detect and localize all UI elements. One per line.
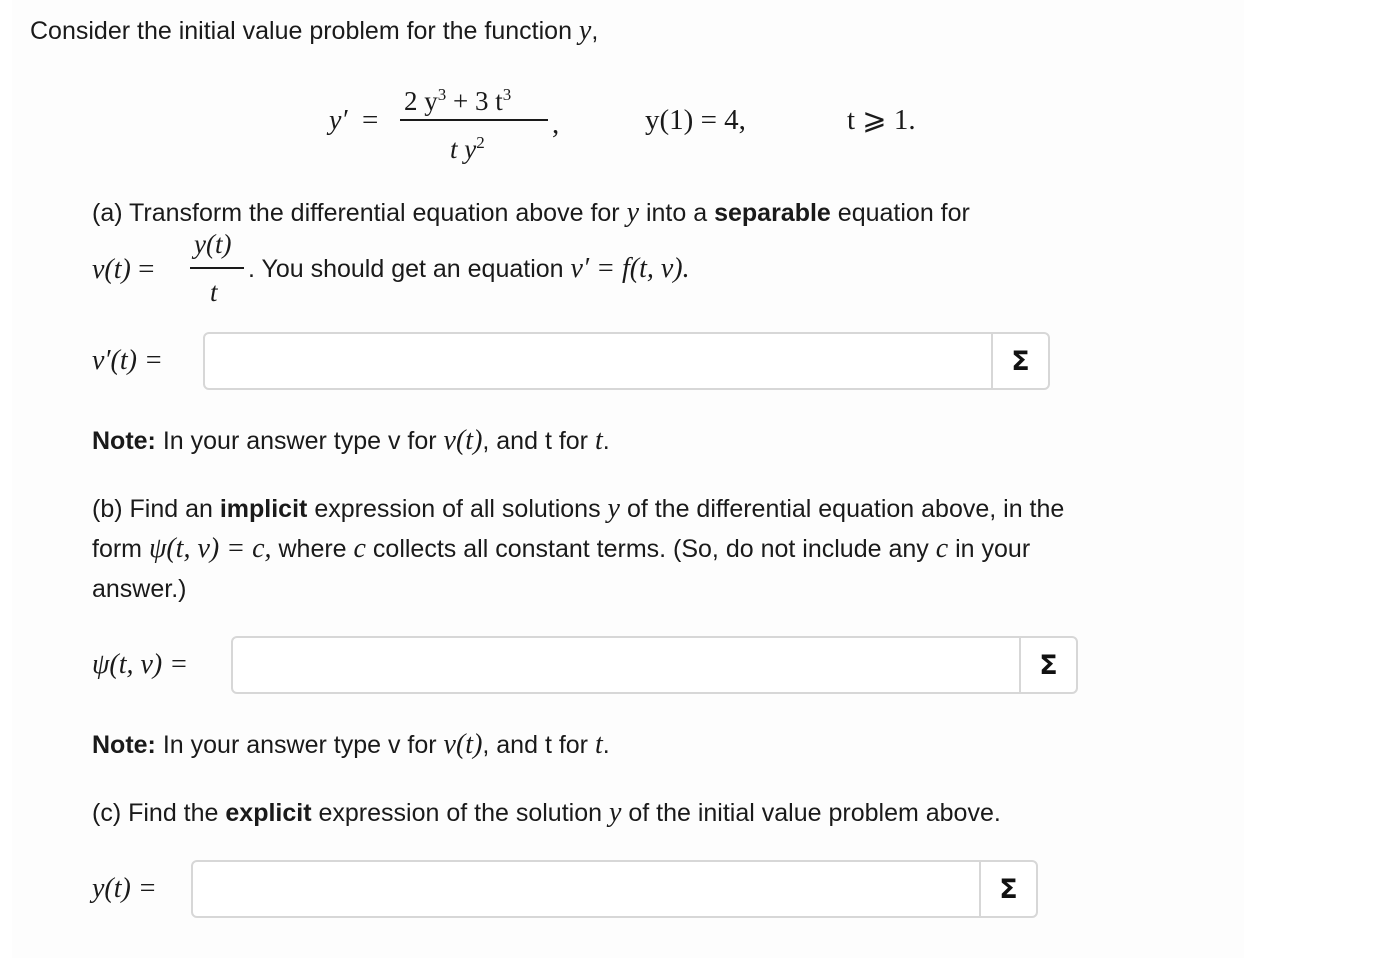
part-b-instructions-line3: answer.) (92, 575, 187, 603)
part-a-line2: . You should get an equation v′ = f(t, v). (248, 253, 690, 284)
part-c-answer-label: y(t) = (92, 873, 157, 904)
part-b-instructions-line2: form ψ(t, v) = c, where c collects all constant terms. (So, do not include any c in your (92, 533, 1031, 564)
part-c-instructions: (c) Find the explicit expression of the solution y of the initial value problem above. (92, 797, 1001, 828)
part-b-answer-group (231, 636, 1078, 694)
part-c-answer-input[interactable] (191, 860, 981, 918)
v-definition-fraction-bar (190, 267, 244, 269)
ode-equals: = (362, 104, 379, 136)
part-a-answer-group (203, 332, 1050, 390)
sigma-icon: Σ (1011, 345, 1030, 377)
part-c-answer-group (191, 860, 1038, 918)
v-definition-denominator: t (210, 277, 218, 307)
part-a-answer-input[interactable] (203, 332, 993, 390)
part-a-equation-editor-button[interactable] (992, 332, 1050, 390)
part-c-equation-editor-button[interactable] (980, 860, 1038, 918)
sigma-icon: Σ (999, 873, 1018, 905)
initial-condition: y(1) = 4, (645, 104, 746, 136)
v-definition-numerator: y(t) (194, 229, 232, 259)
part-b-answer-label: ψ(t, v) = (92, 649, 189, 680)
part-b-instructions-line1: (b) Find an implicit expression of all solutions y of the differential equation above, in the (92, 493, 1065, 524)
sigma-icon: Σ (1039, 649, 1058, 681)
part-b-note: Note: In your answer type v for v(t), and t for t. (92, 729, 610, 760)
part-a-answer-label: v′(t) = (92, 345, 163, 376)
part-a-note: Note: In your answer type v for v(t), and t for t. (92, 425, 610, 456)
ode-domain: t ⩾ 1. (847, 104, 916, 136)
ode-numerator: 2 $y^3 + 3$ $t^3$ (404, 85, 512, 116)
part-b-answer-input[interactable] (231, 636, 1021, 694)
v-definition-lhs: v(t) = (92, 253, 155, 285)
ode-lhs: y′ (329, 105, 348, 136)
ode-denominator: t $y^2$ (450, 133, 485, 164)
ode-fraction-bar (400, 119, 548, 121)
part-a-instructions: (a) Transform the differential equation above for y into a separable equation for (92, 197, 970, 228)
part-b-equation-editor-button[interactable] (1020, 636, 1078, 694)
intro-text: Consider the initial value problem for the function y, (30, 15, 599, 46)
ode-comma: , (552, 108, 560, 140)
